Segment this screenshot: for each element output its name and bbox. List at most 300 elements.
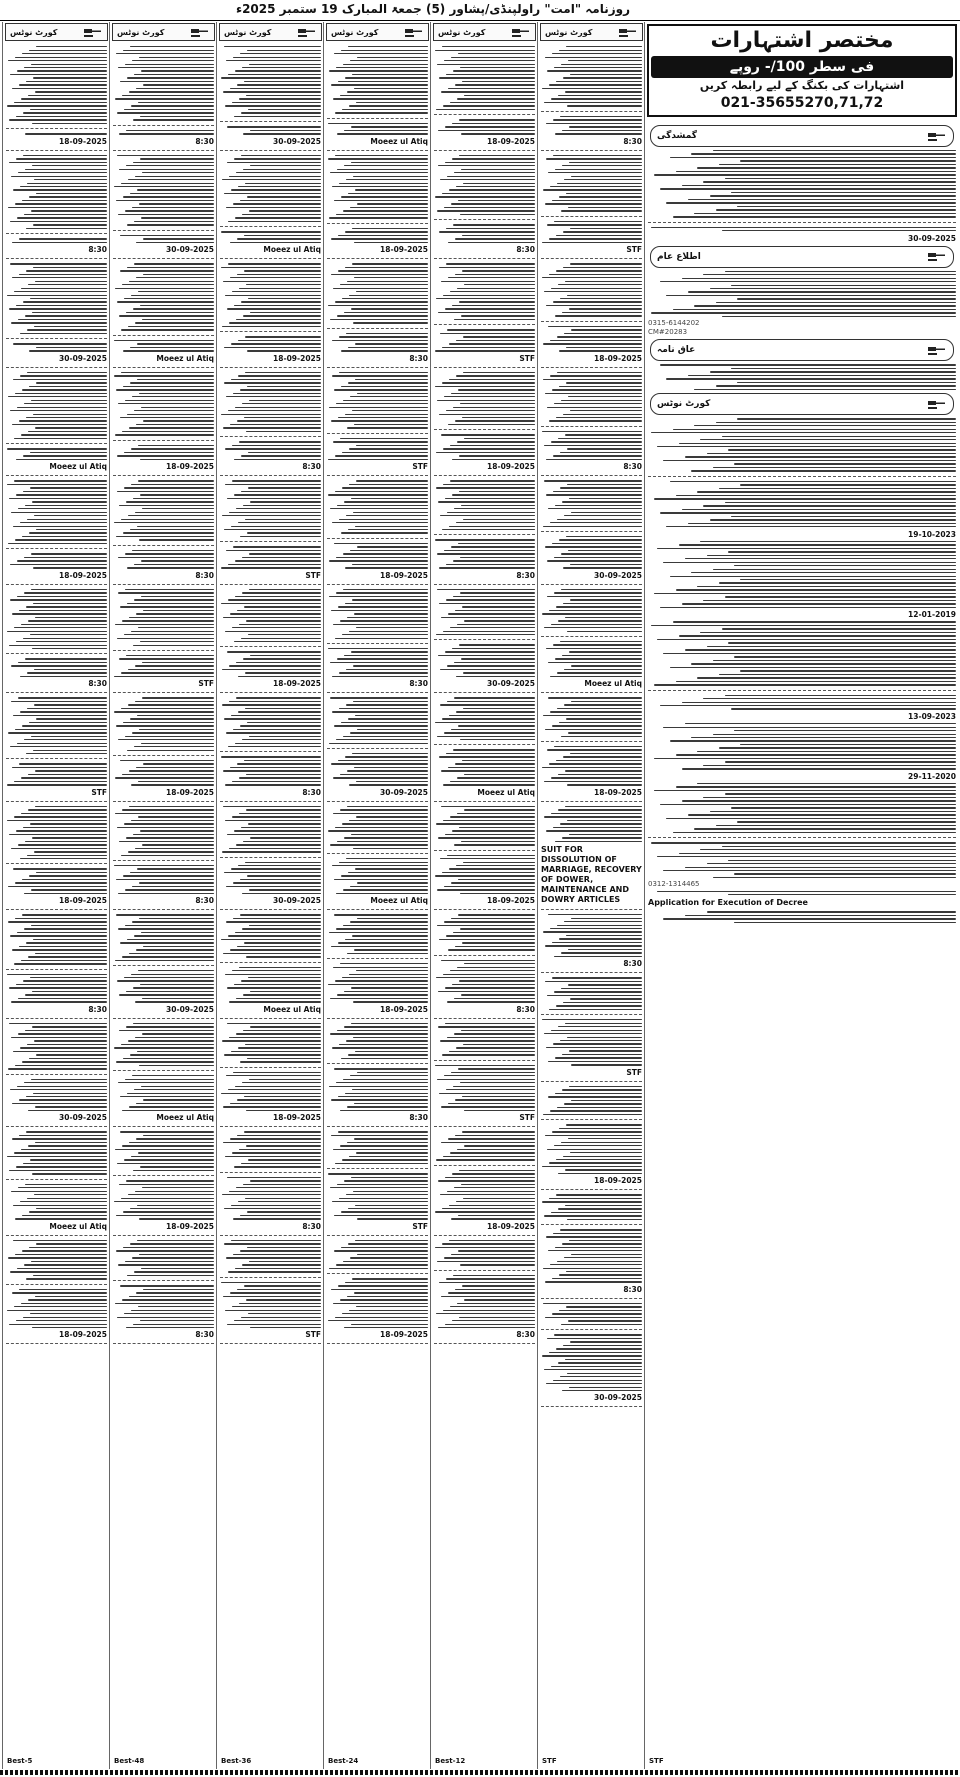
text-line [127,267,214,268]
text-line [345,567,428,568]
notice-date: 8:30 [516,245,535,255]
text-line [460,592,535,593]
text-line [556,1194,642,1195]
text-line [349,484,428,485]
notice-date: 8:30 [302,462,321,472]
text-line [28,774,107,775]
text-line [20,1201,107,1202]
text-line [462,606,535,607]
text-line [331,1135,428,1136]
text-line [226,550,321,551]
text-line [461,994,535,995]
text-line [450,291,535,292]
text-line [449,868,535,869]
text-line [351,1177,428,1178]
text-line [232,1306,321,1307]
text-line [139,203,214,204]
notice-body [324,41,431,1351]
text-line [550,676,642,677]
text-line [24,403,107,404]
text-line [441,770,535,771]
notice-separator [113,258,214,259]
text-line [349,448,428,449]
text-line [129,1142,214,1143]
text-line [345,267,428,268]
text-line [121,855,214,856]
text-line [334,389,428,390]
text-line [547,407,642,408]
notice-separator [113,1018,214,1019]
text-line [27,672,107,673]
text-line [703,181,956,182]
text-line [544,480,642,481]
text-line [682,603,956,604]
text-line [441,1106,535,1107]
notice-separator [327,1063,428,1064]
notice-date: STF [91,787,107,797]
text-line [130,718,214,719]
text-line [547,560,642,561]
notice-separator [220,258,321,259]
text-line [17,596,107,597]
notice-column [537,22,645,1769]
text-line [250,130,321,131]
text-line [569,1387,642,1388]
text-line [243,315,321,316]
text-line [225,631,321,632]
text-line [697,586,956,587]
text-line [134,1089,214,1090]
text-line [10,935,107,936]
text-line [352,564,428,565]
text-line [451,57,535,58]
text-line [223,617,321,618]
text-line [234,641,321,642]
text-line [455,420,535,421]
notice-separator [6,584,107,585]
text-line [453,407,535,408]
text-line [437,1261,535,1262]
text-line [14,781,107,782]
text-line [438,1180,535,1181]
text-line [452,830,535,831]
text-line [223,953,321,954]
text-line [123,350,214,351]
text-line [33,603,107,604]
text-line [453,749,535,750]
text-line [562,165,642,166]
text-line [462,417,535,418]
text-line [568,550,642,551]
text-line [437,400,535,401]
text-line [8,207,107,208]
text-line [225,974,321,975]
notice-date: Moeez ul Atiq [477,787,535,797]
notice-separator [648,837,956,838]
text-line [676,754,956,755]
text-line [9,162,107,163]
text-line [559,938,642,939]
text-line [129,1106,214,1107]
text-line [19,84,107,85]
text-line [10,74,107,75]
text-line [570,410,642,411]
text-line [561,400,642,401]
text-line [120,1096,214,1097]
text-line [225,105,321,106]
text-line [232,1152,321,1153]
text-line [138,627,214,628]
text-line [12,277,107,278]
text-line [230,277,321,278]
text-line [122,1110,214,1111]
text-line [345,756,428,757]
notice-separator [434,258,535,259]
english-suit-text: SUIT FOR DISSOLUTION OF MARRIAGE, RECOVERY OF DOWER, MAINTENANCE AND DOWRY ARTICLES [541,845,642,905]
notice-separator [113,440,214,441]
text-line [342,452,428,453]
text-line [230,767,321,768]
text-line [350,921,428,922]
text-line [436,109,535,110]
text-line [335,980,428,981]
notice-separator [327,692,428,693]
text-line [436,634,535,635]
text-line [654,758,956,759]
notice-separator [6,338,107,339]
column-heading-text: کورٹ نوٹس [224,27,272,37]
text-line [340,1145,428,1146]
notice-separator [220,1172,321,1173]
text-line [331,84,428,85]
text-line [440,704,535,705]
text-line [462,81,535,82]
text-line [460,1082,535,1083]
text-line [356,627,428,628]
text-line [716,825,956,826]
text-line [660,512,956,513]
text-line [565,770,642,771]
notice-separator [434,584,535,585]
text-line [443,105,535,106]
text-line [21,98,107,99]
text-line [133,162,214,163]
text-line [561,1142,642,1143]
text-line [12,1138,107,1139]
text-line [134,746,214,747]
gavel-icon [618,27,638,38]
text-line [36,46,107,47]
text-line [330,1033,428,1034]
text-line [563,756,642,757]
text-line [439,1093,535,1094]
text-line [722,628,956,629]
notice-body [431,41,538,1351]
text-line [546,123,642,124]
text-line [462,1131,535,1132]
text-line [731,285,956,286]
notice-separator [434,744,535,745]
text-line [452,494,535,495]
text-line [10,410,107,411]
text-line [15,1254,107,1255]
text-line [23,638,107,639]
text-line [22,879,107,880]
text-line [565,1023,642,1024]
text-line [121,519,214,520]
text-line [351,162,428,163]
text-line [117,638,214,639]
text-line [343,553,428,554]
text-line [119,658,214,659]
text-line [224,872,321,873]
text-line [224,347,321,348]
text-line [233,57,321,58]
text-line [28,1299,107,1300]
text-line [555,505,642,506]
notice-separator [6,443,107,444]
text-line [459,155,535,156]
notice-date: 30-09-2025 [273,136,321,146]
text-line [140,116,214,117]
text-line [130,529,214,530]
text-line [227,834,321,835]
text-line [354,1138,428,1139]
notice-separator [541,741,642,742]
text-line [455,1135,535,1136]
text-line [134,564,214,565]
text-line [546,648,642,649]
text-line [334,1250,428,1251]
text-line [549,1198,642,1199]
text-line [116,725,214,726]
text-line [333,288,428,289]
text-line [657,856,956,857]
text-line [551,777,642,778]
text-line [357,729,428,730]
notice-separator [220,475,321,476]
text-line [250,312,321,313]
notice-separator [541,531,642,532]
text-line [342,1159,428,1160]
text-line [7,1156,107,1157]
text-line [136,88,214,89]
text-line [563,77,642,78]
text-line [673,832,956,833]
text-line [554,403,642,404]
text-line [556,1348,642,1349]
text-line [122,620,214,621]
text-line [12,242,107,243]
text-line [657,548,956,549]
text-line [338,760,428,761]
text-line [436,1313,535,1314]
text-line [342,634,428,635]
text-line [15,729,107,730]
text-line [666,295,956,296]
text-line [444,1075,535,1076]
text-line [236,508,321,509]
text-line [120,942,214,943]
text-line [249,1079,321,1080]
text-line [334,1068,428,1069]
text-line [337,505,428,506]
text-line [357,57,428,58]
text-line [35,617,107,618]
text-line [737,298,956,299]
text-line [9,1170,107,1171]
text-line [452,1320,535,1321]
text-line [142,319,214,320]
text-line [137,715,214,716]
section-title: عاق نامہ [657,345,696,356]
text-line [448,767,535,768]
text-line [231,1205,321,1206]
text-line [222,1040,321,1041]
text-line [557,1107,642,1108]
text-line [223,91,321,92]
text-line [570,263,642,264]
notice-separator [541,216,642,217]
text-line [551,813,642,814]
text-line [450,102,535,103]
text-line [700,439,956,440]
text-line [329,217,428,218]
notice-separator [220,541,321,542]
notice-separator [6,863,107,864]
text-line [333,967,428,968]
notice-separator [6,653,107,654]
text-line [123,196,214,197]
text-line [550,1264,642,1265]
text-line [336,1082,428,1083]
text-line [28,284,107,285]
text-line [15,918,107,919]
text-line [329,743,428,744]
notice-separator [434,114,535,115]
text-line [36,1243,107,1244]
text-line [554,557,642,558]
text-line [435,1065,535,1066]
text-line [563,1002,642,1003]
notice-separator [541,972,642,973]
text-line [221,1093,321,1094]
text-line [241,827,321,828]
text-line [19,610,107,611]
text-line [13,189,107,190]
text-line [33,939,107,940]
text-line [123,532,214,533]
text-line [15,203,107,204]
text-line [237,946,321,947]
text-line [351,498,428,499]
text-line [141,407,214,408]
text-line [224,193,321,194]
text-line [553,119,642,120]
notice-date: 30-09-2025 [594,570,642,580]
text-line [553,827,642,828]
text-line [356,816,428,817]
text-line [546,158,642,159]
text-line [561,736,642,737]
text-line [439,939,535,940]
text-line [240,1215,321,1216]
text-line [228,1089,321,1090]
text-line [354,277,428,278]
text-line [128,704,214,705]
text-line [226,396,321,397]
text-line [17,407,107,408]
text-line [449,343,535,344]
text-line [140,984,214,985]
text-line [571,665,642,666]
text-line [449,189,535,190]
text-line [549,84,642,85]
text-line [357,393,428,394]
text-line [116,200,214,201]
text-line [343,1079,428,1080]
text-line [246,284,321,285]
text-line [545,729,642,730]
text-line [660,804,956,805]
notice-separator [220,226,321,227]
text-line [133,645,214,646]
text-line [456,522,535,523]
text-line [114,676,214,677]
notice-separator [541,426,642,427]
text-line [654,790,956,791]
ad-box-title: مختصر اشتہارات [649,26,955,56]
text-line [722,316,956,317]
text-line [133,1170,214,1171]
text-line [222,515,321,516]
text-line [543,1303,642,1304]
text-line [462,235,535,236]
text-line [15,539,107,540]
text-line [552,977,642,978]
text-line [569,126,642,127]
text-line [340,774,428,775]
text-line [355,1051,428,1052]
text-line [221,231,321,232]
text-line [458,543,535,544]
text-line [347,953,428,954]
text-line [443,631,535,632]
text-line [350,1257,428,1258]
text-line [355,1205,428,1206]
text-line [23,112,107,113]
text-line [355,343,428,344]
text-line [240,536,321,537]
text-line [118,893,214,894]
text-line [556,270,642,271]
text-line [335,301,428,302]
text-line [550,711,642,712]
text-line [225,484,321,485]
text-line [346,1040,428,1041]
text-line [560,1229,642,1230]
text-line [246,431,321,432]
text-line [459,119,535,120]
text-line [227,1177,321,1178]
text-line [230,949,321,950]
text-line [347,1296,428,1297]
text-line [244,81,321,82]
text-line [134,410,214,411]
text-line [555,841,642,842]
text-line [11,512,107,513]
text-line [114,340,214,341]
